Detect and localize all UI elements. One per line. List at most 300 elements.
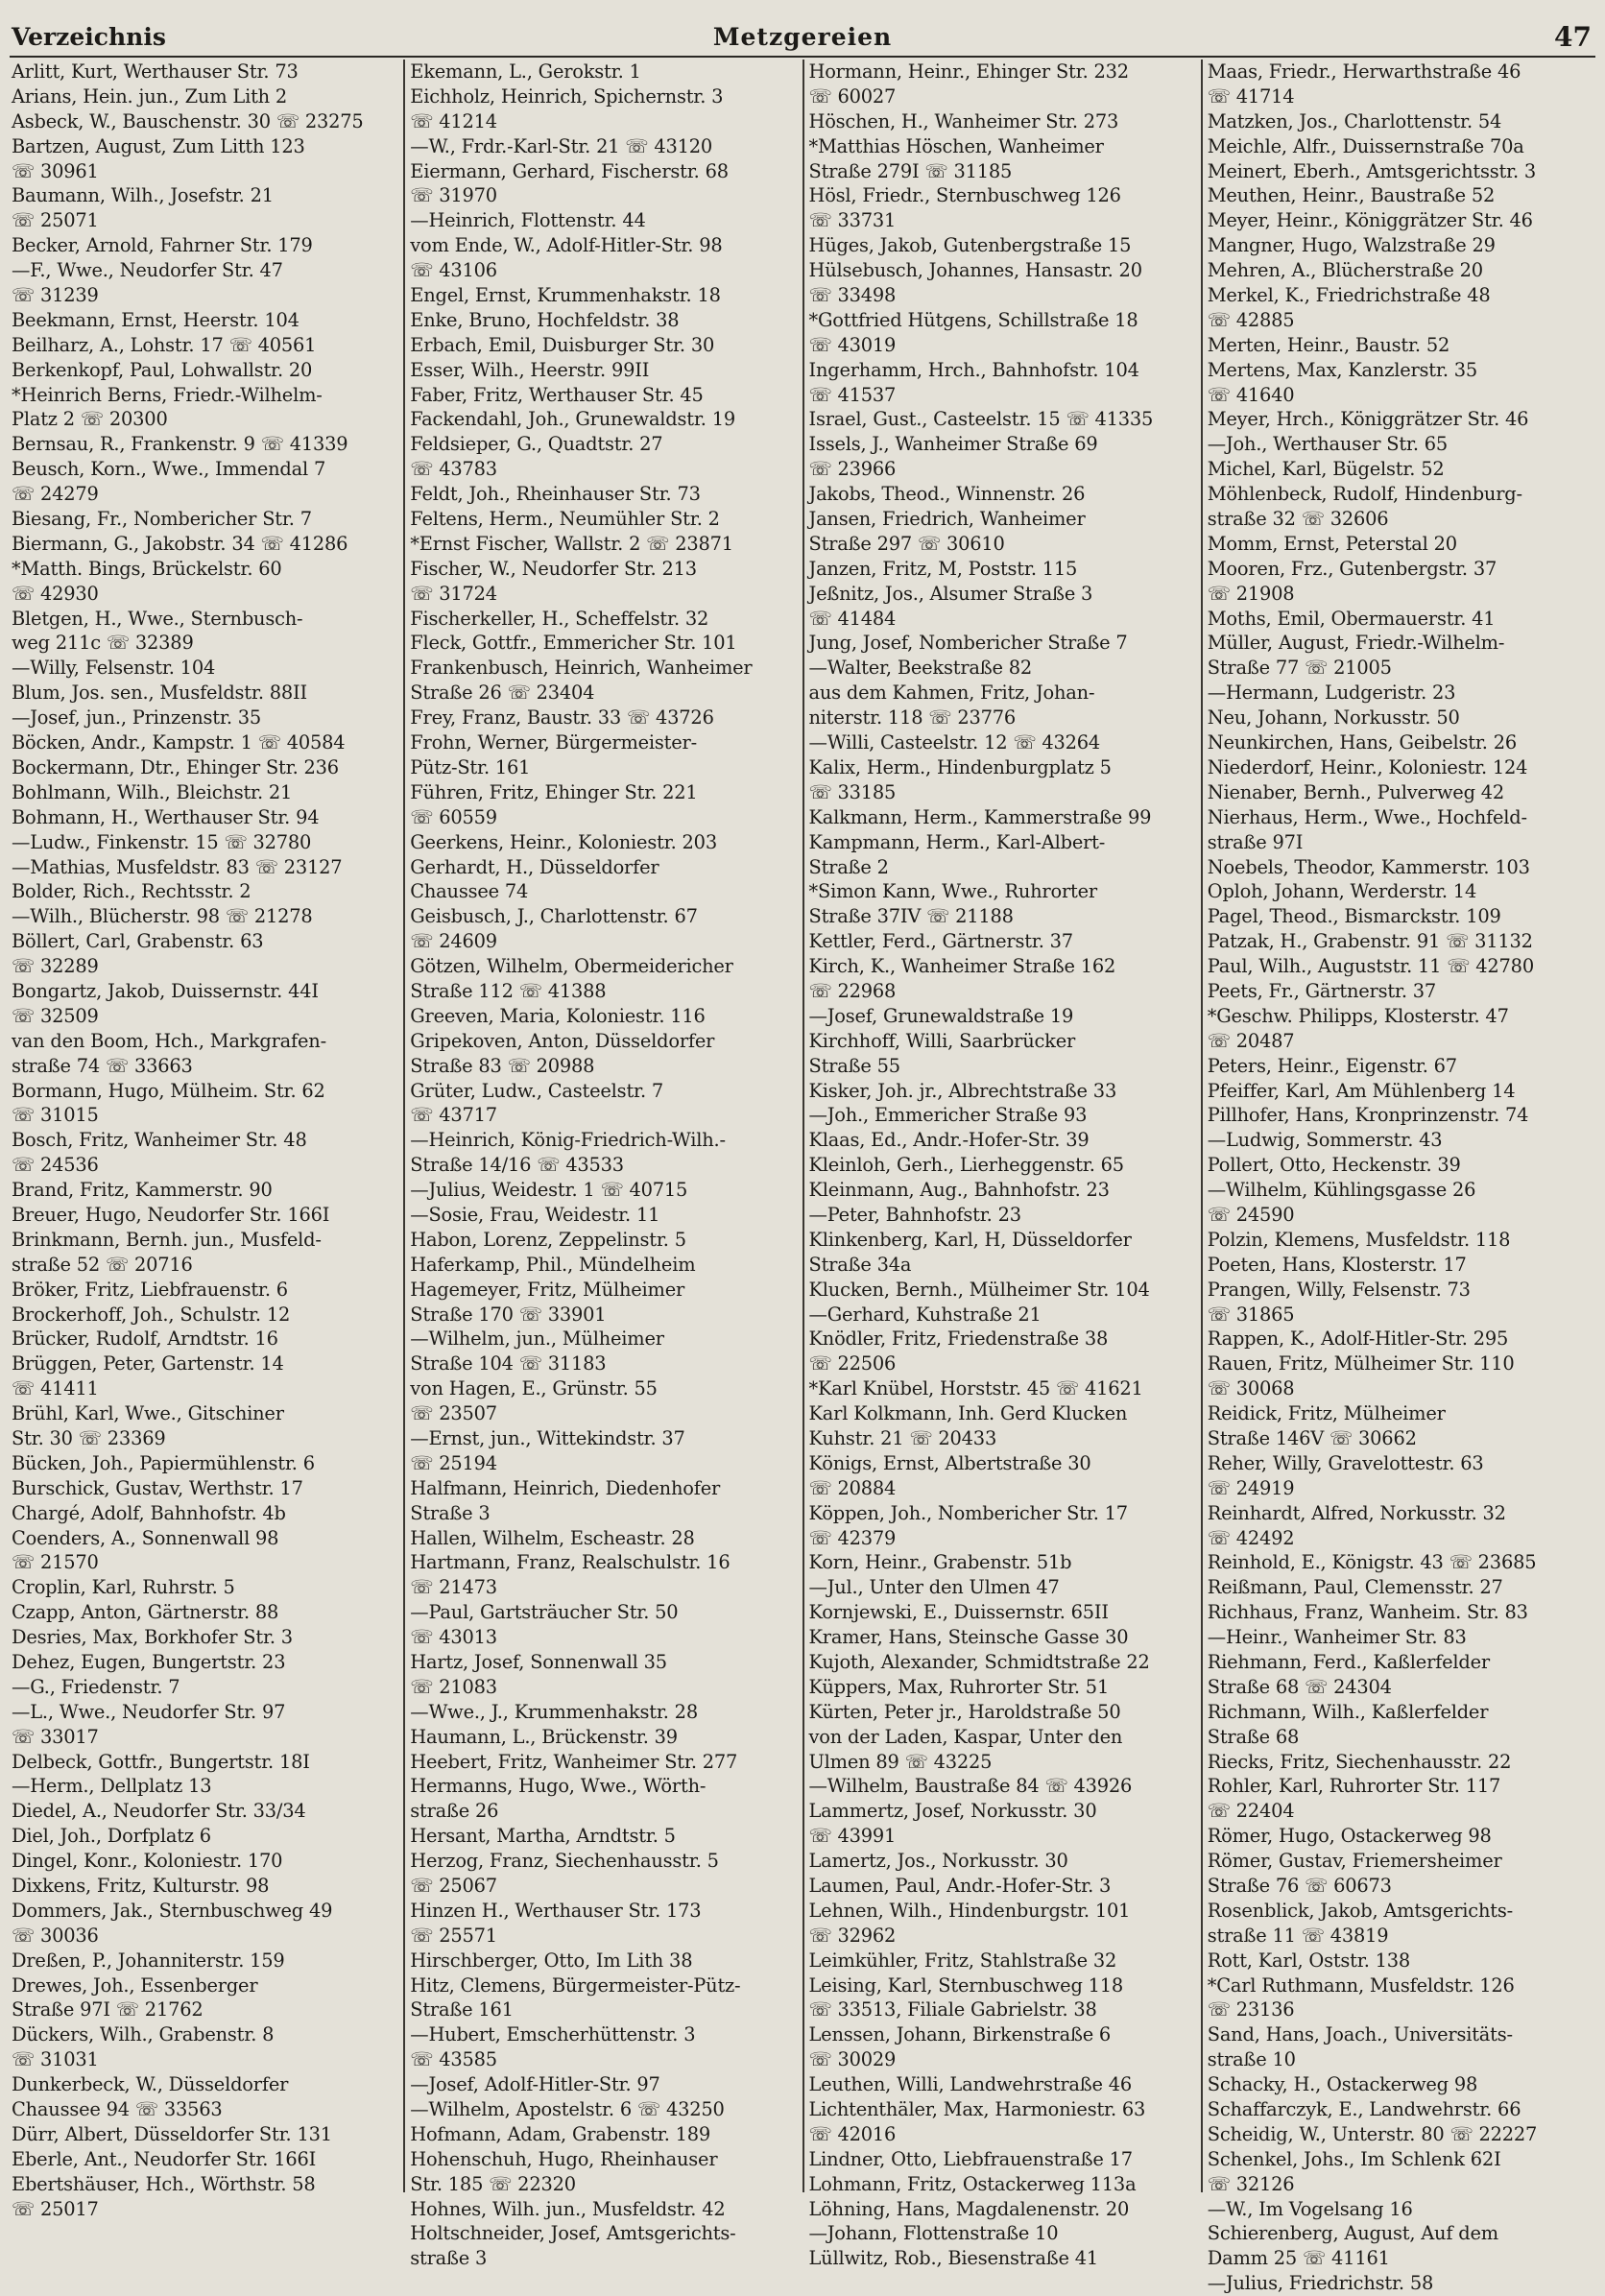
directory-entry-line: —Willi, Casteelstr. 12 ☏ 43264	[808, 731, 1101, 754]
directory-entry-line: Straße 170 ☏ 33901	[410, 1303, 607, 1326]
directory-entry-line: Beusch, Korn., Wwe., Immendal 7	[12, 458, 326, 481]
directory-entry-line: Faber, Fritz, Werthauser Str. 45	[410, 383, 704, 406]
directory-entry-line: Hohenschuh, Hugo, Rheinhauser	[410, 2147, 718, 2170]
directory-entry-line: ☏ 33185	[808, 780, 897, 803]
directory-entry-line: Heebert, Fritz, Wanheimer Str. 277	[410, 1750, 738, 1773]
directory-entry-line: straße 11 ☏ 43819	[1207, 1924, 1389, 1947]
directory-entry-line: Nierhaus, Herm., Wwe., Hochfeld-	[1207, 805, 1527, 828]
directory-entry-line: —Johann, Flottenstraße 10	[808, 2222, 1059, 2245]
directory-entry-line: ☏ 32126	[1207, 2172, 1295, 2195]
directory-entry-line: Fleck, Gottfr., Emmericher Str. 101	[410, 632, 737, 655]
directory-entry-line: —Josef, Adolf-Hitler-Str. 97	[410, 2073, 660, 2096]
directory-entry-line: *Geschw. Philipps, Klosterstr. 47	[1207, 1004, 1509, 1027]
directory-entry-line: *Ernst Fischer, Wallstr. 2 ☏ 23871	[410, 532, 733, 555]
directory-entry-line: Kisker, Joh. jr., Albrechtstraße 33	[808, 1079, 1117, 1102]
directory-entry-line: ☏ 33017	[12, 1725, 99, 1748]
directory-entry-line: Baumann, Wilh., Josefstr. 21	[12, 184, 274, 207]
directory-entry-line: Prangen, Willy, Felsenstr. 73	[1207, 1278, 1471, 1301]
directory-entry-line: Diel, Joh., Dorfplatz 6	[12, 1825, 211, 1848]
directory-entry-line: Richmann, Wilh., Kaßlerfelder	[1207, 1700, 1489, 1723]
directory-entry-line: *Carl Ruthmann, Musfeldstr. 126	[1207, 1973, 1515, 1997]
directory-entry-line: Klaas, Ed., Andr.-Hofer-Str. 39	[808, 1129, 1090, 1152]
directory-entry-line: Breuer, Hugo, Neudorfer Str. 166I	[12, 1203, 330, 1226]
directory-entry-line: Schacky, H., Ostackerweg 98	[1207, 2073, 1478, 2096]
directory-entry-line: ☏ 23136	[1207, 1998, 1295, 2021]
directory-entry-line: Paul, Wilh., Auguststr. 11 ☏ 42780	[1207, 955, 1534, 978]
directory-entry-line: —Peter, Bahnhofstr. 23	[808, 1203, 1021, 1226]
directory-entry-line: weg 211c ☏ 32389	[12, 632, 194, 655]
directory-entry-line: Chargé, Adolf, Bahnhofstr. 4b	[12, 1501, 286, 1524]
directory-entry-line: —W., Im Vogelsang 16	[1207, 2197, 1413, 2220]
directory-entry-line: Hormann, Heinr., Ehinger Str. 232	[808, 60, 1129, 83]
directory-entry-line: Kujoth, Alexander, Schmidtstraße 22	[808, 1651, 1150, 1673]
directory-entry-line: Frankenbusch, Heinrich, Wanheimer	[410, 657, 753, 680]
directory-entry-line: Ulmen 89 ☏ 43225	[808, 1750, 993, 1773]
directory-entry-line: ☏ 31724	[410, 582, 497, 605]
directory-entry-line: Drewes, Joh., Essenberger	[12, 1973, 258, 1997]
directory-entry-line: Patzak, H., Grabenstr. 91 ☏ 31132	[1207, 930, 1533, 953]
directory-entry-line: Dommers, Jak., Sternbuschweg 49	[12, 1899, 333, 1922]
directory-entry-line: —Walter, Beekstraße 82	[808, 657, 1033, 680]
directory-entry-line: —Wilhelm, Apostelstr. 6 ☏ 43250	[410, 2098, 725, 2121]
directory-entry-line: Straße 104 ☏ 31183	[410, 1352, 607, 1375]
directory-entry-line: Kramer, Hans, Steinsche Gasse 30	[808, 1626, 1129, 1649]
directory-entry-line: Rohler, Karl, Ruhrorter Str. 117	[1207, 1775, 1501, 1798]
directory-entry-line: Müller, August, Friedr.-Wilhelm-	[1207, 632, 1505, 655]
directory-entry-line: Götzen, Wilhelm, Obermeidericher	[410, 955, 733, 978]
directory-entry-line: Bolder, Rich., Rechtsstr. 2	[12, 880, 252, 903]
directory-entry-line: Hallen, Wilhelm, Escheastr. 28	[410, 1526, 695, 1549]
directory-entry-line: —Joh., Werthauser Str. 65	[1207, 433, 1449, 456]
directory-entry-line: Scheidig, W., Unterstr. 80 ☏ 22227	[1207, 2122, 1538, 2145]
directory-entry-line: Kleinloh, Gerh., Lierheggenstr. 65	[808, 1154, 1124, 1177]
directory-entry-line: —Wilhelm, Baustraße 84 ☏ 43926	[808, 1775, 1133, 1798]
directory-entry-line: Hirschberger, Otto, Im Lith 38	[410, 1949, 693, 1972]
directory-entry-line: Peets, Fr., Gärtnerstr. 37	[1207, 979, 1437, 1002]
directory-entry-line: Pfeiffer, Karl, Am Mühlenberg 14	[1207, 1079, 1516, 1102]
directory-entry-line: Straße 161	[410, 1998, 514, 2021]
directory-entry-line: Momm, Ernst, Peterstal 20	[1207, 532, 1457, 555]
directory-entry-line: Dreßen, P., Johanniterstr. 159	[12, 1949, 285, 1972]
directory-entry-line: —Julius, Friedrichstr. 58	[1207, 2272, 1434, 2295]
directory-entry-line: Beilharz, A., Lohstr. 17 ☏ 40561	[12, 333, 317, 356]
directory-entry-line: Kleinmann, Aug., Bahnhofstr. 23	[808, 1179, 1110, 1202]
directory-entry-line: Esser, Wilh., Heerstr. 99II	[410, 358, 650, 381]
directory-entry-line: Böcken, Andr., Kampstr. 1 ☏ 40584	[12, 731, 346, 754]
directory-entry-line: —Sosie, Frau, Weidestr. 11	[410, 1203, 660, 1226]
directory-entry-line: Brinkmann, Bernh. jun., Musfeld-	[12, 1228, 322, 1251]
directory-entry-line: Karl Kolkmann, Inh. Gerd Klucken	[808, 1402, 1128, 1425]
directory-entry-line: Höschen, H., Wanheimer Str. 273	[808, 109, 1119, 132]
directory-entry-line: ☏ 42016	[808, 2122, 897, 2145]
directory-entry-line: ☏ 23507	[410, 1402, 497, 1425]
directory-entry-line: Hofmann, Adam, Grabenstr. 189	[410, 2122, 711, 2145]
directory-entry-line: Sand, Hans, Joach., Universitäts-	[1207, 2023, 1513, 2046]
directory-entry-line: *Karl Knübel, Horststr. 45 ☏ 41621	[808, 1377, 1143, 1400]
directory-entry-line: *Gottfried Hütgens, Schillstraße 18	[808, 308, 1138, 331]
directory-entry-line: —Josef, Grunewaldstraße 19	[808, 1004, 1074, 1027]
directory-entry-line: Israel, Gust., Casteelstr. 15 ☏ 41335	[808, 408, 1154, 431]
directory-entry-line: ☏ 31015	[12, 1104, 99, 1127]
directory-entry-line: Hartmann, Franz, Realschulstr. 16	[410, 1551, 731, 1574]
directory-entry-line: Haferkamp, Phil., Mündelheim	[410, 1253, 696, 1276]
directory-entry-line: Böllert, Carl, Grabenstr. 63	[12, 930, 264, 953]
directory-entry-line: Ekemann, L., Gerokstr. 1	[410, 60, 641, 83]
directory-entry-line: Burschick, Gustav, Werthstr. 17	[12, 1476, 303, 1499]
directory-entry-line: Frey, Franz, Baustr. 33 ☏ 43726	[410, 706, 714, 729]
directory-entry-line: Leimkühler, Fritz, Stahlstraße 32	[808, 1949, 1117, 1972]
directory-entry-line: ☏ 21473	[410, 1576, 497, 1599]
directory-entry-line: straße 32 ☏ 32606	[1207, 508, 1389, 531]
directory-entry-line: —Gerhard, Kuhstraße 21	[808, 1303, 1042, 1326]
directory-entry-line: —Heinrich, König-Friedrich-Wilh.-	[410, 1129, 726, 1152]
directory-entry-line: Straße 55	[808, 1054, 900, 1077]
directory-entry-line: Nienaber, Bernh., Pulverweg 42	[1207, 780, 1505, 803]
directory-entry-line: —Willy, Felsenstr. 104	[12, 657, 216, 680]
directory-entry-line: Reidick, Fritz, Mülheimer	[1207, 1402, 1446, 1425]
directory-entry-line: Leuthen, Willi, Landwehrstraße 46	[808, 2073, 1133, 2096]
directory-entry-line: Straße 83 ☏ 20988	[410, 1054, 595, 1077]
directory-entry-line: Dingel, Konr., Koloniestr. 170	[12, 1850, 283, 1873]
directory-entry-line: Rott, Karl, Oststr. 138	[1207, 1949, 1411, 1972]
directory-entry-line: Mangner, Hugo, Walzstraße 29	[1207, 234, 1496, 257]
directory-entry-line: Straße 3	[410, 1501, 491, 1524]
directory-entry-line: Straße 112 ☏ 41388	[410, 979, 607, 1002]
directory-entry-line: Arlitt, Kurt, Werthauser Str. 73	[12, 60, 299, 83]
directory-entry-line: ☏ 43717	[410, 1104, 497, 1127]
directory-entry-line: Brühl, Karl, Wwe., Gitschiner	[12, 1402, 284, 1425]
directory-entry-line: Geerkens, Heinr., Koloniestr. 203	[410, 830, 717, 853]
directory-entry-line: straße 97I	[1207, 830, 1304, 853]
directory-entry-line: —Heinr., Wanheimer Str. 83	[1207, 1626, 1467, 1649]
directory-entry-line: —Josef, jun., Prinzenstr. 35	[12, 706, 262, 729]
directory-entry-line: Gerhardt, H., Düsseldorfer	[410, 855, 659, 878]
directory-entry-line: ☏ 25071	[12, 209, 99, 232]
directory-entry-line: Meuthen, Heinr., Baustraße 52	[1207, 184, 1496, 207]
directory-entry-line: —Julius, Weidestr. 1 ☏ 40715	[410, 1179, 688, 1202]
directory-entry-line: ☏ 21083	[410, 1675, 497, 1698]
directory-entry-line: Coenders, A., Sonnenwall 98	[12, 1526, 279, 1549]
directory-entry-line: —W., Frdr.-Karl-Str. 21 ☏ 43120	[410, 134, 713, 157]
directory-entry-line: ☏ 25571	[410, 1924, 497, 1947]
directory-entry-line: Erbach, Emil, Duisburger Str. 30	[410, 333, 715, 356]
directory-entry-line: Eiermann, Gerhard, Fischerstr. 68	[410, 159, 729, 182]
directory-entry-line: Engel, Ernst, Krummenhakstr. 18	[410, 284, 721, 307]
directory-entry-line: Hinzen H., Werthauser Str. 173	[410, 1899, 702, 1922]
directory-entry-line: Geisbusch, J., Charlottenstr. 67	[410, 905, 698, 928]
directory-entry-line: ☏ 24919	[1207, 1476, 1295, 1499]
directory-entry-line: Straße 97I ☏ 21762	[12, 1998, 204, 2021]
directory-entry-line: ☏ 30961	[12, 159, 99, 182]
directory-entry-line: Römer, Gustav, Friemersheimer	[1207, 1850, 1502, 1873]
directory-entry-line: Bücken, Joh., Papiermühlenstr. 6	[12, 1451, 315, 1474]
directory-entry-line: Niederdorf, Heinr., Koloniestr. 124	[1207, 755, 1528, 778]
directory-entry-line: —Wilhelm, jun., Mülheimer	[410, 1327, 664, 1351]
directory-entry-line: Fischerkeller, H., Scheffelstr. 32	[410, 607, 709, 630]
directory-entry-line: Czapp, Anton, Gärtnerstr. 88	[12, 1601, 279, 1624]
directory-entry-line: Küppers, Max, Ruhrorter Str. 51	[808, 1675, 1110, 1698]
directory-entry-line: Brockerhoff, Joh., Schulstr. 12	[12, 1303, 291, 1326]
directory-entry-line: Blum, Jos. sen., Musfeldstr. 88II	[12, 682, 307, 705]
directory-entry-line: —Paul, Gartsträucher Str. 50	[410, 1601, 679, 1624]
directory-entry-line: Halfmann, Heinrich, Diedenhofer	[410, 1476, 721, 1499]
directory-entry-line: Möhlenbeck, Rudolf, Hindenburg-	[1207, 483, 1522, 506]
directory-entry-line: Becker, Arnold, Fahrner Str. 179	[12, 234, 313, 257]
directory-entry-line: Hitz, Clemens, Bürgermeister-Pütz-	[410, 1973, 741, 1997]
directory-entry-line: Kirchhoff, Willi, Saarbrücker	[808, 1029, 1076, 1052]
directory-entry-line: Korn, Heinr., Grabenstr. 51b	[808, 1551, 1072, 1574]
directory-entry-line: Noebels, Theodor, Kammerstr. 103	[1207, 855, 1530, 878]
directory-entry-line: Poeten, Hans, Klosterstr. 17	[1207, 1253, 1467, 1276]
directory-entry-line: Brand, Fritz, Kammerstr. 90	[12, 1179, 273, 1202]
directory-entry-line: Chaussee 74	[410, 880, 529, 903]
directory-entry-line: Straße 68	[1207, 1725, 1300, 1748]
directory-entry-line: Meyer, Hrch., Königgrätzer Str. 46	[1207, 408, 1529, 431]
directory-entry-line: Herzog, Franz, Siechenhausstr. 5	[410, 1850, 719, 1873]
directory-entry-line: Peters, Heinr., Eigenstr. 67	[1207, 1054, 1457, 1077]
directory-entry-line: —Joh., Emmericher Straße 93	[808, 1104, 1088, 1127]
directory-entry-line: ☏ 24536	[12, 1154, 99, 1177]
directory-entry-line: Maas, Friedr., Herwarthstraße 46	[1207, 60, 1521, 83]
directory-entry-line: Str. 30 ☏ 23369	[12, 1426, 166, 1449]
directory-entry-line: ☏ 32962	[808, 1924, 897, 1947]
directory-entry-line: Mooren, Frz., Gutenbergstr. 37	[1207, 557, 1497, 580]
directory-entry-line: —Ludw., Finkenstr. 15 ☏ 32780	[12, 830, 312, 853]
directory-entry-line: ☏ 43013	[410, 1626, 497, 1649]
directory-entry-line: Straße 279I ☏ 31185	[808, 159, 1013, 182]
directory-entry-line: Lindner, Otto, Liebfrauenstraße 17	[808, 2147, 1133, 2170]
directory-entry-line: Dürr, Albert, Düsseldorfer Str. 131	[12, 2122, 332, 2145]
directory-entry-line: Bohlmann, Wilh., Bleichstr. 21	[12, 780, 293, 803]
directory-entry-line: Habon, Lorenz, Zeppelinstr. 5	[410, 1228, 686, 1251]
directory-entry-line: Straße 146V ☏ 30662	[1207, 1426, 1417, 1449]
directory-entry-line: —Wilh., Blücherstr. 98 ☏ 21278	[12, 905, 313, 928]
directory-entry-line: Frohn, Werner, Bürgermeister-	[410, 731, 697, 754]
directory-entry-line: ☏ 24279	[12, 483, 99, 506]
directory-entry-line: Polzin, Klemens, Musfeldstr. 118	[1207, 1228, 1511, 1251]
directory-entry-line: Löhning, Hans, Magdalenenstr. 20	[808, 2197, 1130, 2220]
directory-entry-line: Desries, Max, Borkhofer Str. 3	[12, 1626, 293, 1649]
directory-entry-line: ☏ 31865	[1207, 1303, 1295, 1326]
directory-entry-line: Bohmann, H., Werthauser Str. 94	[12, 805, 320, 828]
directory-entry-line: van den Boom, Hch., Markgrafen-	[12, 1029, 326, 1052]
directory-entry-line: Reinhardt, Alfred, Norkusstr. 32	[1207, 1501, 1506, 1524]
directory-entry-line: Kalix, Herm., Hindenburgplatz 5	[808, 755, 1112, 778]
directory-entry-line: Kalkmann, Herm., Kammerstraße 99	[808, 805, 1152, 828]
directory-entry-line: Hermanns, Hugo, Wwe., Wörth-	[410, 1775, 707, 1798]
directory-entry-line: Knödler, Fritz, Friedenstraße 38	[808, 1327, 1109, 1351]
directory-entry-line: Diedel, A., Neudorfer Str. 33/34	[12, 1800, 306, 1823]
directory-entry-line: ☏ 30068	[1207, 1377, 1295, 1400]
directory-entry-line: Neunkirchen, Hans, Geibelstr. 26	[1207, 731, 1518, 754]
directory-entry-line: straße 3	[410, 2247, 488, 2270]
directory-entry-line: straße 74 ☏ 33663	[12, 1054, 193, 1077]
directory-entry-line: Ingerhamm, Hrch., Bahnhofstr. 104	[808, 358, 1139, 381]
directory-entry-line: Dehez, Eugen, Bungertstr. 23	[12, 1651, 286, 1673]
directory-entry-line: Lohmann, Fritz, Ostackerweg 113a	[808, 2172, 1137, 2195]
directory-entry-line: Römer, Hugo, Ostackerweg 98	[1207, 1825, 1492, 1848]
directory-entry-line: Dunkerbeck, W., Düsseldorfer	[12, 2073, 289, 2096]
directory-entry-line: Lamertz, Jos., Norkusstr. 30	[808, 1850, 1068, 1873]
directory-entry-line: Pillhofer, Hans, Kronprinzenstr. 74	[1207, 1104, 1529, 1127]
directory-entry-line: Mehren, A., Blücherstraße 20	[1207, 259, 1483, 282]
directory-entry-line: Leising, Karl, Sternbuschweg 118	[808, 1973, 1124, 1997]
directory-entry-line: Rauen, Fritz, Mülheimer Str. 110	[1207, 1352, 1515, 1375]
directory-entry-line: Kornjewski, E., Duissernstr. 65II	[808, 1601, 1109, 1624]
directory-entry-line: Dückers, Wilh., Grabenstr. 8	[12, 2023, 275, 2046]
directory-entry-line: Str. 185 ☏ 22320	[410, 2172, 576, 2195]
directory-entry-line: ☏ 25067	[410, 1875, 497, 1898]
directory-entry-line: aus dem Kahmen, Fritz, Johan-	[808, 682, 1095, 705]
directory-entry-line: *Heinrich Berns, Friedr.-Wilhelm-	[12, 383, 323, 406]
directory-entry-line: —Herm., Dellplatz 13	[12, 1775, 212, 1798]
directory-entry-line: Straße 14/16 ☏ 43533	[410, 1154, 624, 1177]
directory-entry-line: Platz 2 ☏ 20300	[12, 408, 168, 431]
directory-entry-line: ☏ 24609	[410, 930, 497, 953]
directory-entry-line: ☏ 41537	[808, 383, 897, 406]
directory-entry-line: Hersant, Martha, Arndtstr. 5	[410, 1825, 676, 1848]
directory-entry-line: —Jul., Unter den Ulmen 47	[808, 1576, 1060, 1599]
directory-entry-line: Klucken, Bernh., Mülheimer Str. 104	[808, 1278, 1150, 1301]
directory-entry-line: ☏ 23966	[808, 458, 897, 481]
directory-entry-line: ☏ 31031	[12, 2048, 99, 2071]
directory-entry-line: Rappen, K., Adolf-Hitler-Str. 295	[1207, 1327, 1509, 1351]
directory-entry-line: Richhaus, Franz, Wanheim. Str. 83	[1207, 1601, 1528, 1624]
directory-entry-line: Hösl, Friedr., Sternbuschweg 126	[808, 184, 1121, 207]
directory-entry-line: Laumen, Paul, Andr.-Hofer-Str. 3	[808, 1875, 1112, 1898]
directory-entry-line: Straße 77 ☏ 21005	[1207, 657, 1392, 680]
directory-entry-line: ☏ 43991	[808, 1825, 897, 1848]
directory-entry-line: —Mathias, Musfeldstr. 83 ☏ 23127	[12, 855, 343, 878]
directory-entry-line: ☏ 43783	[410, 458, 497, 481]
directory-entry-line: ☏ 22968	[808, 979, 897, 1002]
directory-entry-line: —Hubert, Emscherhüttenstr. 3	[410, 2023, 696, 2046]
directory-entry-line: ☏ 31239	[12, 284, 99, 307]
directory-entry-line: Kirch, K., Wanheimer Straße 162	[808, 955, 1116, 978]
directory-entry-line: ☏ 30036	[12, 1924, 99, 1947]
directory-entry-line: —Ernst, jun., Wittekindstr. 37	[410, 1426, 685, 1449]
directory-entry-line: ☏ 32509	[12, 1004, 99, 1027]
directory-entry-line: ☏ 30029	[808, 2048, 897, 2071]
directory-entry-line: ☏ 21908	[1207, 582, 1295, 605]
directory-entry-line: Biermann, G., Jakobstr. 34 ☏ 41286	[12, 532, 348, 555]
header-category-title: Metzgereien	[712, 23, 893, 51]
directory-column-3	[802, 60, 1201, 2270]
directory-entry-line: Croplin, Karl, Ruhrstr. 5	[12, 1576, 235, 1599]
directory-entry-line: straße 26	[410, 1800, 499, 1823]
page-number: 47	[1554, 21, 1592, 53]
directory-entry-line: ☏ 33513, Filiale Gabrielstr. 38	[808, 1998, 1097, 2021]
directory-entry-line: straße 52 ☏ 20716	[12, 1253, 193, 1276]
directory-entry-line: ☏ 31970	[410, 184, 497, 207]
directory-entry-line: Berkenkopf, Paul, Lohwallstr. 20	[12, 358, 313, 381]
directory-entry-line: Reinhold, E., Königstr. 43 ☏ 23685	[1207, 1551, 1537, 1574]
directory-entry-line: Feldt, Joh., Rheinhauser Str. 73	[410, 483, 701, 506]
directory-entry-line: ☏ 41484	[808, 607, 897, 630]
directory-entry-line: Bockermann, Dtr., Ehinger Str. 236	[12, 755, 339, 778]
directory-entry-line: Bernsau, R., Frankenstr. 9 ☏ 41339	[12, 433, 348, 456]
directory-entry-line: ☏ 24590	[1207, 1203, 1295, 1226]
directory-entry-line: *Matth. Bings, Brückelstr. 60	[12, 557, 282, 580]
directory-entry-line: Kürten, Peter jr., Haroldstraße 50	[808, 1700, 1121, 1723]
directory-entry-line: Straße 2	[808, 855, 889, 878]
directory-entry-line: Delbeck, Gottfr., Bungertstr. 18I	[12, 1750, 310, 1773]
directory-entry-line: Hohnes, Wilh. jun., Musfeldstr. 42	[410, 2197, 726, 2220]
directory-entry-line: Straße 68 ☏ 24304	[1207, 1675, 1392, 1698]
directory-entry-line: Holtschneider, Josef, Amtsgerichts-	[410, 2222, 736, 2245]
directory-entry-line: Riecks, Fritz, Siechenhausstr. 22	[1207, 1750, 1512, 1773]
directory-entry-line: Brüggen, Peter, Gartenstr. 14	[12, 1352, 284, 1375]
directory-entry-line: Straße 26 ☏ 23404	[410, 682, 595, 705]
directory-entry-line: Hülsebusch, Johannes, Hansastr. 20	[808, 259, 1142, 282]
directory-entry-line: Janzen, Fritz, M, Poststr. 115	[808, 557, 1078, 580]
directory-entry-line: Dixkens, Fritz, Kulturstr. 98	[12, 1875, 270, 1898]
directory-entry-line: Jansen, Friedrich, Wanheimer	[808, 508, 1086, 531]
directory-entry-line: Rosenblick, Jakob, Amtsgerichts-	[1207, 1899, 1513, 1922]
directory-entry-line: ☏ 22506	[808, 1352, 897, 1375]
directory-entry-line: —Hermann, Ludgeristr. 23	[1207, 682, 1456, 705]
directory-entry-line: ☏ 60027	[808, 84, 897, 108]
directory-entry-line: ☏ 32289	[12, 955, 99, 978]
directory-entry-line: —Wilhelm, Kühlingsgasse 26	[1207, 1179, 1476, 1202]
directory-column-4	[1201, 60, 1599, 2295]
directory-entry-line: Greeven, Maria, Koloniestr. 116	[410, 1004, 706, 1027]
directory-entry-line: ☏ 41640	[1207, 383, 1295, 406]
directory-entry-line: Meichle, Alfr., Duissernstraße 70a	[1207, 134, 1524, 157]
directory-entry-line: ☏ 60559	[410, 805, 497, 828]
directory-entry-line: von der Laden, Kaspar, Unter den	[808, 1725, 1123, 1748]
directory-entry-line: Pagel, Theod., Bismarckstr. 109	[1207, 905, 1501, 928]
directory-entry-line: ☏ 20884	[808, 1476, 897, 1499]
directory-entry-line: ☏ 41214	[410, 109, 497, 132]
directory-entry-line: ☏ 22404	[1207, 1800, 1295, 1823]
page-header	[10, 17, 1595, 58]
directory-entry-line: Hartz, Josef, Sonnenwall 35	[410, 1651, 667, 1673]
directory-entry-line: Fischer, W., Neudorfer Str. 213	[410, 557, 697, 580]
directory-entry-line: Reißmann, Paul, Clemensstr. 27	[1207, 1576, 1503, 1599]
directory-entry-line: Meyer, Heinr., Königgrätzer Str. 46	[1207, 209, 1533, 232]
directory-entry-line: Gripekoven, Anton, Düsseldorfer	[410, 1029, 715, 1052]
directory-entry-line: Lichtenthäler, Max, Harmoniestr. 63	[808, 2098, 1146, 2121]
directory-entry-line: Fackendahl, Joh., Grunewaldstr. 19	[410, 408, 736, 431]
directory-entry-line: Michel, Karl, Bügelstr. 52	[1207, 458, 1445, 481]
directory-entry-line: Asbeck, W., Bauschenstr. 30 ☏ 23275	[12, 109, 364, 132]
directory-entry-line: ☏ 43106	[410, 259, 497, 282]
directory-entry-line: ☏ 33498	[808, 284, 897, 307]
directory-entry-line: Neu, Johann, Norkusstr. 50	[1207, 706, 1460, 729]
directory-entry-line: Schenkel, Johs., Im Schlenk 62I	[1207, 2147, 1501, 2170]
directory-entry-line: straße 10	[1207, 2048, 1296, 2071]
header-section-title: Verzeichnis	[12, 23, 166, 51]
directory-entry-line: Mertens, Max, Kanzlerstr. 35	[1207, 358, 1478, 381]
directory-entry-line: Brücker, Rudolf, Arndtstr. 16	[12, 1327, 278, 1351]
directory-entry-line: von Hagen, E., Grünstr. 55	[410, 1377, 658, 1400]
directory-entry-line: ☏ 42492	[1207, 1526, 1295, 1549]
directory-entry-line: Bormann, Hugo, Mülheim. Str. 62	[12, 1079, 325, 1102]
directory-entry-line: Lammertz, Josef, Norkusstr. 30	[808, 1800, 1097, 1823]
directory-entry-line: Issels, J., Wanheimer Straße 69	[808, 433, 1098, 456]
directory-entry-line: ☏ 42930	[12, 582, 99, 605]
directory-entry-line: ☏ 43019	[808, 333, 897, 356]
directory-entry-line: Klinkenberg, Karl, H, Düsseldorfer	[808, 1228, 1132, 1251]
directory-entry-line: Oploh, Johann, Werderstr. 14	[1207, 880, 1477, 903]
directory-entry-line: Kuhstr. 21 ☏ 20433	[808, 1426, 997, 1449]
directory-entry-line: ☏ 25017	[12, 2197, 99, 2220]
directory-entry-line: *Simon Kann, Wwe., Ruhrorter	[808, 880, 1097, 903]
directory-entry-line: Pollert, Otto, Heckenstr. 39	[1207, 1154, 1461, 1177]
directory-entry-line: ☏ 42379	[808, 1526, 897, 1549]
directory-entry-line: Straße 34a	[808, 1253, 912, 1276]
